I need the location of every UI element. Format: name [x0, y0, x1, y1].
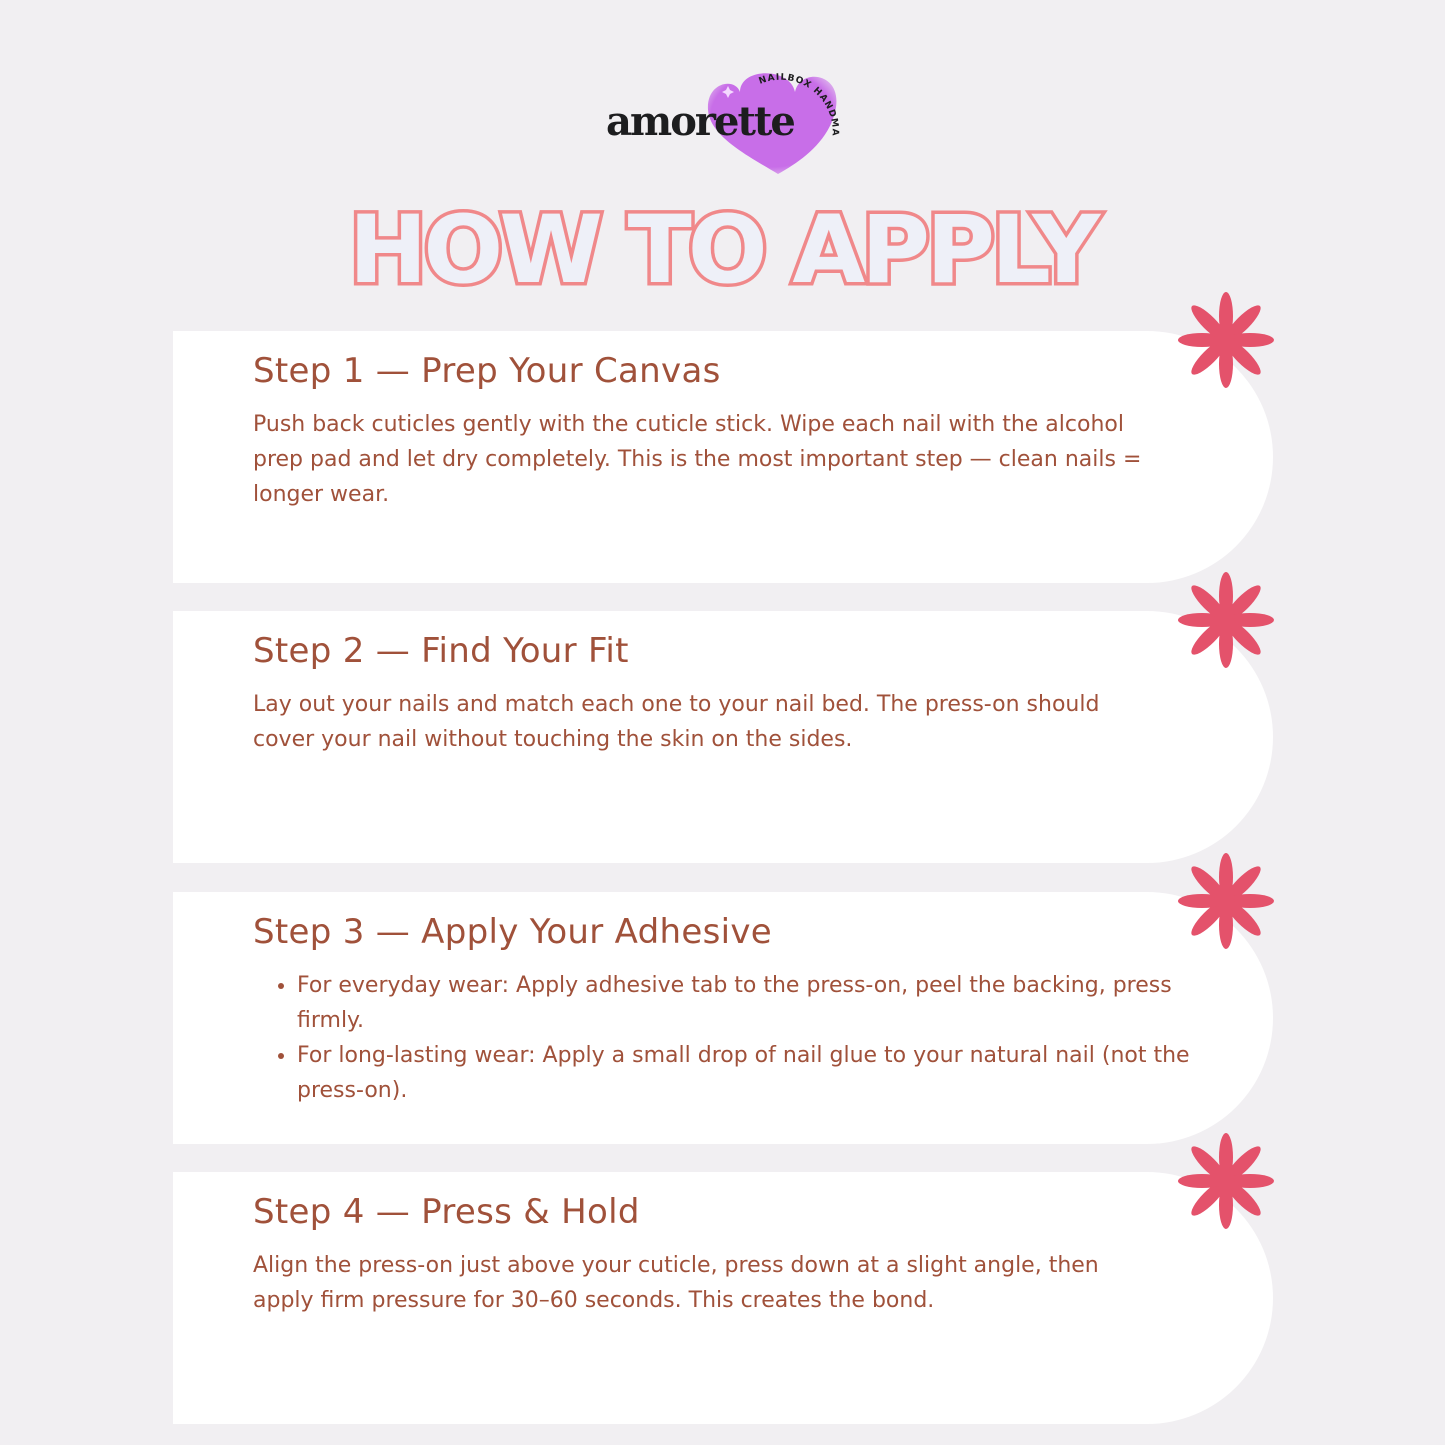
step-card-3	[173, 892, 1273, 1144]
step-heading: Step 2 — Find Your Fit	[253, 631, 629, 671]
flower-icon	[1178, 853, 1274, 949]
list-item: • For everyday wear: Apply adhesive tab to the press-on, peel the backing, press firmly.	[297, 968, 1217, 1038]
page-title: HOW TO APPLY	[348, 196, 1097, 305]
flower-icon	[1178, 572, 1274, 668]
step-bullet-list	[253, 968, 1217, 1108]
step-card-2	[173, 611, 1273, 863]
brand-logo	[595, 55, 860, 182]
flower-icon	[1178, 292, 1274, 388]
step-body: Align the press-on just above your cuticle, press down at a slight angle, then apply firm pressure for 30–60 seconds. This creates the bond.	[253, 1253, 1099, 1313]
step-heading: Step 3 — Apply Your Adhesive	[253, 912, 772, 952]
step-card-1	[173, 331, 1273, 583]
brand-wordmark: amorette	[606, 98, 794, 145]
step-heading: Step 1 — Prep Your Canvas	[253, 351, 721, 391]
step-heading: Step 4 — Press & Hold	[253, 1192, 640, 1232]
step-body: Push back cuticles gently with the cuticle stick. Wipe each nail with the alcohol prep pad and let dry completely. This is the most important step — clean nails = longer wear.	[253, 412, 1142, 507]
step-body: Lay out your nails and match each one to your nail bed. The press-on should cover your nail without touching the skin on the sides.	[253, 692, 1100, 752]
list-item: • For long-lasting wear: Apply a small drop of nail glue to your natural nail (not the press-on).	[297, 1038, 1217, 1108]
brand-tagline: NAILBOX HANDMADE	[595, 55, 840, 137]
step-card-4	[173, 1172, 1273, 1424]
flower-icon	[1178, 1133, 1274, 1229]
